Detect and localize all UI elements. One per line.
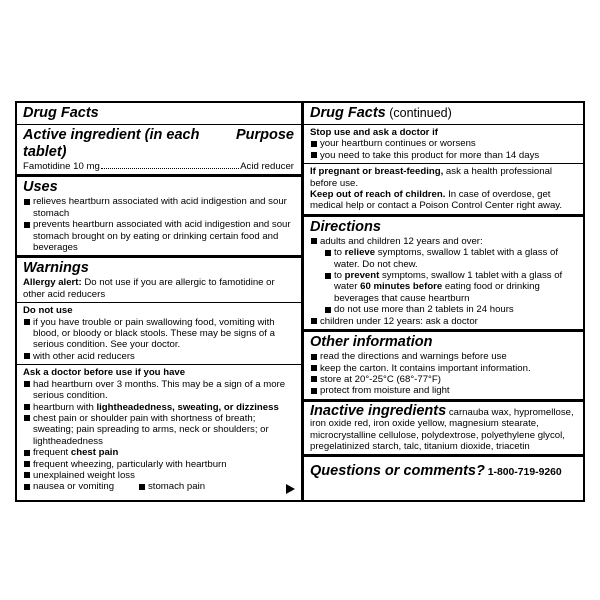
directions-text: to: [334, 270, 345, 282]
pregnancy-section: [304, 164, 583, 217]
directions-item: children under 12 years: ask a doctor: [310, 316, 576, 327]
keep-out-of-reach-text: In case of overdose, get medical help or contact a Poison Control Center right away.: [310, 189, 563, 212]
ingredient-name: Famotidine 10 mg: [23, 161, 100, 172]
dot-leader: [101, 168, 239, 169]
continued-label: (continued): [385, 106, 452, 120]
allergy-alert-label: Allergy alert:: [23, 277, 82, 289]
stop-use-item: you need to take this product for more than 14 days: [310, 150, 576, 161]
drug-facts-continued-title-text: Drug Facts: [310, 105, 386, 121]
allergy-alert-text: Do not use if you are allergic to famotidine or other acid reducers: [23, 277, 275, 300]
directions-bold: 60 minutes before: [360, 281, 443, 293]
ask-doctor-item-bold: chest pain: [70, 447, 119, 459]
uses-item: prevents heartburn associated with acid indigestion and sour stomach brought on by eating or drinking certain food and beverages: [23, 219, 294, 253]
ask-doctor-item-text: heartburn with: [33, 401, 97, 413]
ask-doctor-item: nausea or vomiting: [23, 481, 138, 492]
drug-facts-continued-title: [310, 105, 576, 122]
directions-text: eating food or drinking beverages that cause heartburn: [334, 281, 540, 304]
stop-use-item: your heartburn continues or worsens: [310, 138, 576, 149]
pregnancy-text: ask a health professional before use.: [310, 166, 553, 189]
purpose-heading: Purpose: [235, 127, 294, 143]
stop-use-heading: Stop use and ask a doctor if: [310, 127, 438, 138]
do-not-use-item: if you have trouble or pain swallowing food, vomiting with blood, or bloody or black stools. These may be signs of a serious condition. See your doctor.: [23, 317, 294, 351]
purpose-value: Acid reducer: [240, 161, 294, 172]
keep-out-of-reach-label: Keep out of reach of children.: [310, 189, 446, 201]
questions-heading: Questions or comments?: [310, 463, 485, 480]
questions-section: [304, 457, 583, 480]
do-not-use-heading: Do not use: [23, 305, 73, 317]
continue-arrow-icon: [286, 484, 295, 494]
pregnancy-label: If pregnant or breast-feeding,: [310, 166, 444, 178]
warnings-heading: Warnings: [23, 260, 89, 277]
ask-doctor-item-pair: [23, 481, 294, 492]
directions-subitem: do not use more than 2 tablets in 24 hours: [310, 304, 576, 315]
ask-doctor-item-bold: lightheadedness, sweating, or dizziness: [96, 401, 279, 413]
drug-facts-title: Drug Facts: [23, 105, 99, 121]
other-information-section: [304, 332, 583, 402]
ask-doctor-item: [23, 402, 294, 413]
drug-facts-title-section: [17, 103, 301, 125]
ask-doctor-item: unexplained weight loss: [23, 470, 294, 481]
uses-item: relieves heartburn associated with acid indigestion and sour stomach: [23, 196, 294, 219]
ask-doctor-item: frequent wheezing, particularly with heartburn: [23, 459, 294, 470]
other-information-item: read the directions and warnings before use: [310, 351, 576, 362]
other-information-item: keep the carton. It contains important information.: [310, 363, 576, 374]
active-ingredient-header-row: [23, 127, 294, 161]
other-information-item: store at 20°-25°C (68°-77°F): [310, 374, 576, 385]
drug-facts-panel: [15, 101, 585, 502]
inactive-ingredients: [310, 404, 576, 453]
stop-use-section: [304, 125, 583, 164]
do-not-use-section: [17, 303, 301, 365]
ask-doctor-heading: Ask a doctor before use if you have: [23, 367, 186, 379]
directions-subitem: [310, 247, 576, 270]
other-information-item: protect from moisture and light: [310, 385, 576, 396]
inactive-ingredients-heading: Inactive ingredients: [310, 402, 447, 419]
inactive-ingredients-text: carnauba wax, hypromellose, iron oxide red, iron oxide yellow, magnesium stearate, microcrystalline cellulose, polydextrose, polyethylene glycol, pregelatinized starch, talc, titanium dioxide, triacetin: [310, 406, 574, 452]
ask-doctor-item: stomach pain: [138, 481, 205, 492]
other-information-heading: Other information: [310, 334, 433, 351]
ask-doctor-item: chest pain or shoulder pain with shortness of breath; sweating; pain spreading to arms, neck or shoulders; or lightheadedness: [23, 413, 294, 447]
allergy-alert: [23, 277, 294, 300]
drug-facts-right-column: [304, 103, 583, 500]
directions-bold: relieve: [344, 247, 376, 259]
drug-facts-left-column: [17, 103, 304, 500]
directions-subitem: [310, 270, 576, 304]
keep-out-of-reach: [310, 189, 576, 212]
uses-heading: Uses: [23, 179, 58, 196]
ask-doctor-item-text: frequent: [33, 447, 71, 459]
ask-doctor-item: had heartburn over 3 months. This may be a sign of a more serious condition.: [23, 379, 294, 402]
directions-heading: Directions: [310, 218, 381, 235]
inactive-ingredients-section: [304, 402, 583, 458]
active-ingredient-heading: Active ingredient (in each tablet): [23, 127, 200, 160]
directions-text: symptoms, swallow 1 tablet with a glass of water. Do not chew.: [334, 247, 558, 270]
directions-item: adults and children 12 years and over:: [310, 236, 576, 247]
directions-bold: prevent: [344, 270, 380, 282]
pregnancy-warning: [310, 166, 576, 189]
warnings-section: [17, 258, 301, 303]
uses-section: [17, 177, 301, 258]
ask-doctor-item: [23, 447, 294, 458]
active-ingredient-section: [17, 125, 301, 177]
drug-facts-continued-title-section: [304, 103, 583, 125]
do-not-use-item: with other acid reducers: [23, 351, 294, 362]
ask-doctor-section: [17, 365, 301, 494]
directions-text: symptoms, swallow 1 tablet with a glass of water: [334, 270, 563, 293]
directions-section: [304, 217, 583, 332]
directions-text: to: [334, 247, 345, 259]
phone-number: 1-800-719-9260: [484, 467, 562, 479]
ingredient-purpose-row: [23, 161, 294, 172]
